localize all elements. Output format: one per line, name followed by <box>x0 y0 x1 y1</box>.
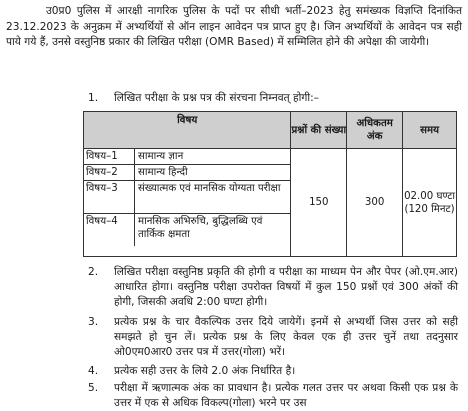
time-value: 02.00 घण्टा (120 मिनट) <box>403 149 457 257</box>
item-number: 3. <box>88 316 99 328</box>
item-text: परीक्षा में ऋणात्मक अंक का प्रावधान है। प्रत्येक गलत उत्तर पर अथवा किसी एक प्रश्न के उत्तर में एक से अधिक विकल्प(गोला) भरने पर उस <box>114 382 458 409</box>
questions-value: 150 <box>291 149 347 257</box>
item-number: 1. <box>88 92 99 104</box>
item-number: 5. <box>88 382 99 394</box>
subject-name: संख्यात्मक एवं मानसिक योग्यता परीक्षा <box>138 183 281 194</box>
header-marks: अधिकतम अंक <box>347 112 403 149</box>
subject-name: मानसिक अभिरुचि, बुद्धिलब्धि एवं तार्किक क्षमता <box>138 216 263 240</box>
subject-list <box>84 149 291 257</box>
subject-row <box>84 149 290 165</box>
marks-value: 300 <box>347 149 403 257</box>
table-row <box>84 149 457 257</box>
subject-row <box>84 214 290 246</box>
item-text: लिखित परीक्षा वस्तुनिष्ठ प्रकृति की होगी व परीक्षा का माध्यम पेन और पेपर (ओ.एम.आर) आधारित होगा। वस्तुनिष्ठ परीक्षा उपरोक्त विषयों में कुल 150 प्रश्नों एवं 300 अंकों की होगी, जिसकी अवधि 2:00 घण्टा होगी। <box>114 266 458 308</box>
subject-code: विषय–2 <box>84 165 135 180</box>
intro-text: उ0प्र0 पुलिस में आरक्षी नागरिक पुलिस के पदों पर सीधी भर्ती–2023 हेतु समंख्यक विज्ञप्ति दिनांकित 23.12.2023 के अनुक्रम में अभ्यर्थियों से ऑन लाइन आवेदन पत्र प्राप्त हुए है। जिन अभ्यर्थियों के आवेदन पत्र सही पाये गये हैं, उनसे वस्तुनिष्ठ प्रकार की लिखित परीक्षा (OMR Based) में सम्मिलित होने की अपेक्षा की जायेगी। <box>6 5 462 48</box>
header-subject: विषय <box>84 112 291 149</box>
subject-code: विषय–1 <box>84 149 135 164</box>
exam-structure-table <box>83 111 457 257</box>
subject-code: विषय–4 <box>84 214 135 246</box>
header-time: समय <box>403 112 457 149</box>
intro-paragraph <box>6 4 462 51</box>
subject-name: सामान्य हिन्दी <box>138 167 188 178</box>
item-text: प्रत्येक प्रश्न के चार वैकल्पिक उत्तर दिये जायेगें। इनमें से अभ्यर्थी जिस उत्तर को सही समझते हो चुन लें। प्रत्येक प्रश्न के लिए केवल एक ही उत्तर चुनें तथा तदनुसार ओ0एम0आर0 उत्तर पत्र में उत्तर(गोला) भरें। <box>114 316 458 358</box>
table-header-row <box>84 112 457 149</box>
subject-name: सामान्य ज्ञान <box>138 151 184 162</box>
item-number: 4. <box>88 365 99 377</box>
item-number: 2. <box>88 266 99 278</box>
header-questions: प्रश्नों की संख्या <box>291 112 347 149</box>
subject-row <box>84 165 290 181</box>
item-text: प्रत्येक सही उत्तर के लिये 2.0 अंक निर्धारित है। <box>114 365 296 377</box>
subject-row <box>84 181 290 214</box>
item-text: लिखित परीक्षा के प्रश्न पत्र की संरचना निम्नवत् होगी:– <box>114 92 319 104</box>
subject-code: विषय–3 <box>84 181 135 213</box>
